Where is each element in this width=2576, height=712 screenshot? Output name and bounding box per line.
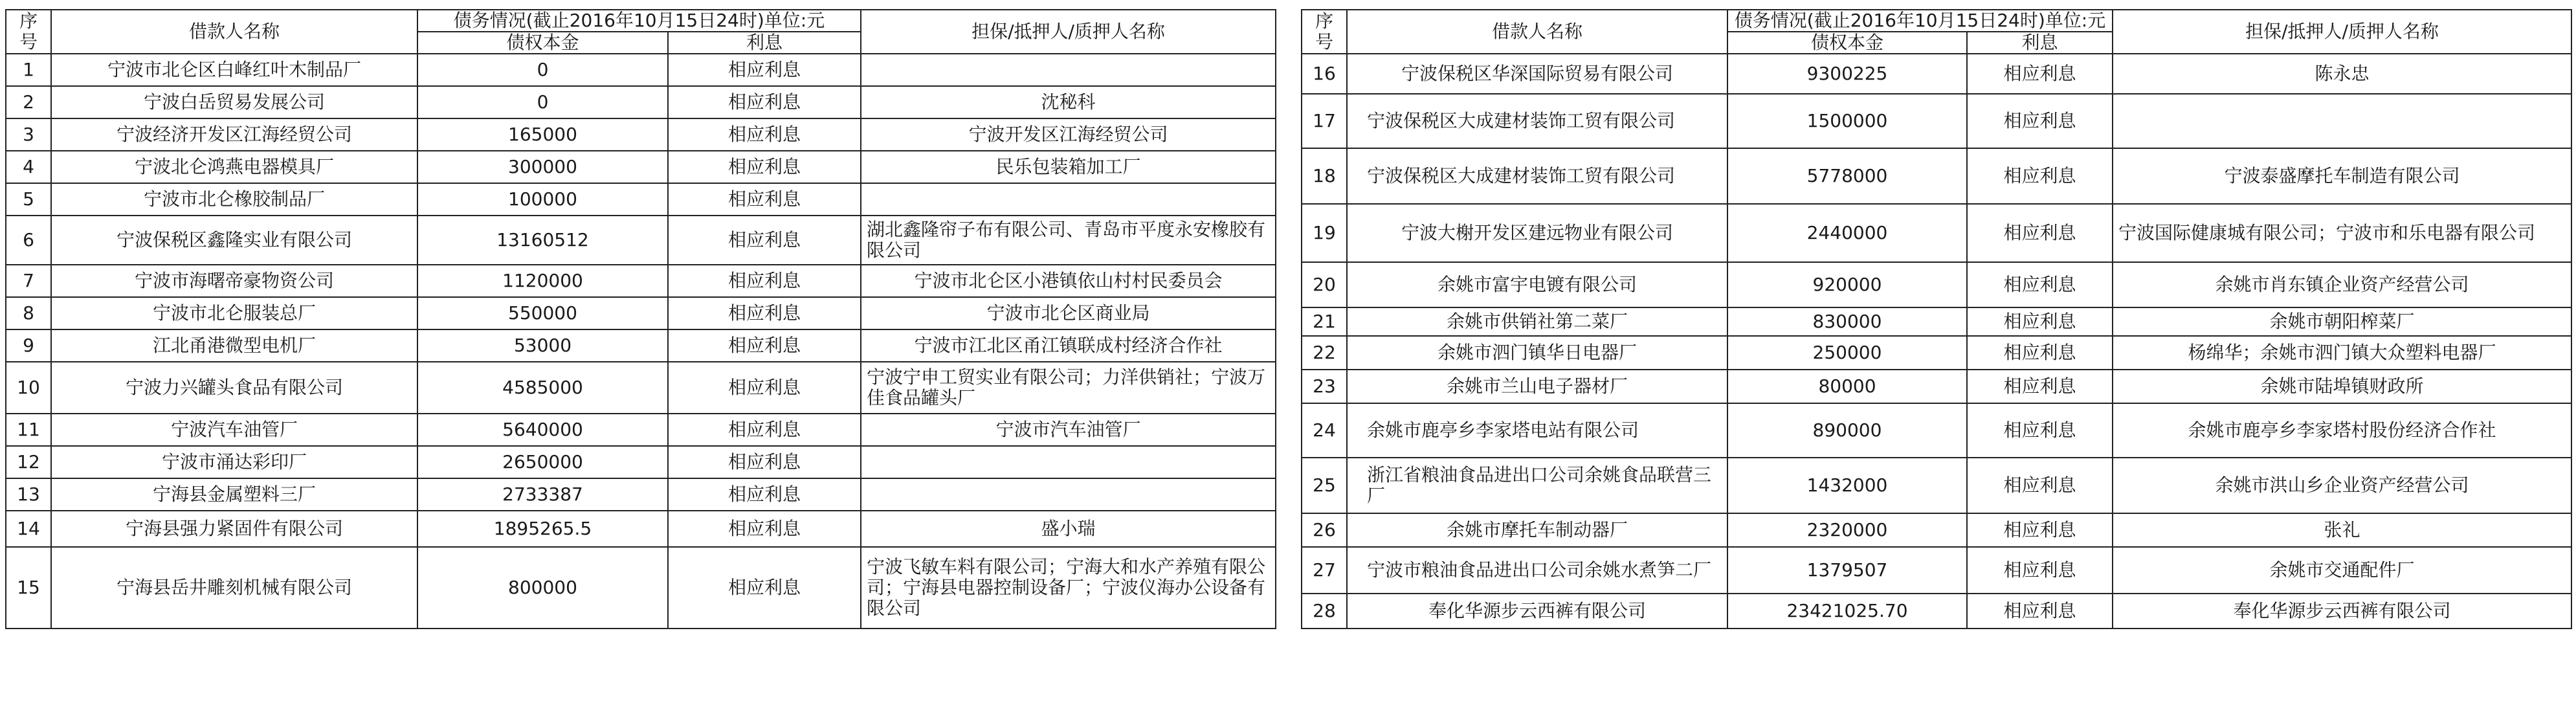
row-interest-cell: 相应利息 xyxy=(1967,148,2113,204)
row-guarantor-cell: 余姚市鹿亭乡李家塔村股份经济合作社 xyxy=(2113,403,2571,458)
row-borrower-cell: 宁海县岳井雕刻机械有限公司 xyxy=(51,547,417,629)
row-principal-cell: 100000 xyxy=(417,183,668,216)
row-principal-cell: 550000 xyxy=(417,297,668,329)
row-principal-cell: 300000 xyxy=(417,151,668,183)
row-interest-cell: 相应利息 xyxy=(668,265,861,297)
table-row xyxy=(6,265,1276,297)
header-seq: 序号 xyxy=(6,10,51,54)
row-guarantor-cell: 民乐包装箱加工厂 xyxy=(861,151,1276,183)
row-borrower-cell: 余姚市富宇电镀有限公司 xyxy=(1347,262,1727,307)
table-row xyxy=(1302,403,2571,458)
row-guarantor-cell xyxy=(861,446,1276,478)
row-borrower-cell: 宁波大榭开发区建远物业有限公司 xyxy=(1347,204,1727,262)
header-interest: 利息 xyxy=(668,32,861,54)
row-borrower-cell: 余姚市摩托车制动器厂 xyxy=(1347,513,1727,547)
row-principal-cell: 2440000 xyxy=(1727,204,1967,262)
row-interest-cell: 相应利息 xyxy=(668,511,861,547)
row-principal-cell: 2733387 xyxy=(417,478,668,511)
row-seq-cell: 19 xyxy=(1302,204,1347,262)
row-guarantor-cell: 余姚市肖东镇企业资产经营公司 xyxy=(2113,262,2571,307)
row-seq-cell: 23 xyxy=(1302,370,1347,403)
row-guarantor-cell: 余姚市朝阳榨菜厂 xyxy=(2113,307,2571,336)
row-guarantor-cell xyxy=(2113,94,2571,148)
table-row xyxy=(6,216,1276,265)
table-row xyxy=(1302,458,2571,513)
row-interest-cell: 相应利息 xyxy=(668,362,861,414)
row-guarantor-cell: 宁波国际健康城有限公司；宁波市和乐电器有限公司 xyxy=(2113,204,2571,262)
row-principal-cell: 1432000 xyxy=(1727,458,1967,513)
row-guarantor-cell: 宁波泰盛摩托车制造有限公司 xyxy=(2113,148,2571,204)
row-guarantor-cell xyxy=(861,54,1276,86)
row-seq-cell: 22 xyxy=(1302,336,1347,370)
row-guarantor-cell: 余姚市交通配件厂 xyxy=(2113,547,2571,594)
row-principal-cell: 4585000 xyxy=(417,362,668,414)
table-row xyxy=(1302,94,2571,148)
row-guarantor-cell xyxy=(861,183,1276,216)
row-guarantor-cell: 陈永忠 xyxy=(2113,54,2571,94)
row-borrower-cell: 宁波市粮油食品进出口公司余姚水煮笋二厂 xyxy=(1347,547,1727,594)
row-borrower-cell: 宁波保税区大成建材装饰工贸有限公司 xyxy=(1347,94,1727,148)
row-guarantor-cell: 湖北鑫隆帘子布有限公司、青岛市平度永安橡胶有限公司 xyxy=(861,216,1276,265)
row-interest-cell: 相应利息 xyxy=(668,118,861,151)
row-principal-cell: 5640000 xyxy=(417,414,668,446)
row-seq-cell: 18 xyxy=(1302,148,1347,204)
header-row xyxy=(1302,10,2571,32)
row-seq-cell: 27 xyxy=(1302,547,1347,594)
table-row xyxy=(6,446,1276,478)
row-interest-cell: 相应利息 xyxy=(668,183,861,216)
table-row xyxy=(6,414,1276,446)
row-guarantor-cell: 宁波市北仑区小港镇依山村村民委员会 xyxy=(861,265,1276,297)
row-guarantor-cell: 宁波开发区江海经贸公司 xyxy=(861,118,1276,151)
table-body-right xyxy=(1302,54,2571,629)
row-seq-cell: 1 xyxy=(6,54,51,86)
row-seq-cell: 6 xyxy=(6,216,51,265)
row-seq-cell: 3 xyxy=(6,118,51,151)
row-seq-cell: 20 xyxy=(1302,262,1347,307)
row-interest-cell: 相应利息 xyxy=(668,151,861,183)
row-interest-cell: 相应利息 xyxy=(1967,458,2113,513)
header-seq: 序号 xyxy=(1302,10,1347,54)
row-interest-cell: 相应利息 xyxy=(668,329,861,362)
table-body-left xyxy=(6,54,1276,629)
row-borrower-cell: 余姚市兰山电子器材厂 xyxy=(1347,370,1727,403)
table-row xyxy=(6,362,1276,414)
row-interest-cell: 相应利息 xyxy=(668,86,861,118)
header-guarantor: 担保/抵押人/质押人名称 xyxy=(2113,10,2571,54)
row-borrower-cell: 宁波白岳贸易发展公司 xyxy=(51,86,417,118)
row-borrower-cell: 宁波保税区鑫隆实业有限公司 xyxy=(51,216,417,265)
row-borrower-cell: 宁波市涌达彩印厂 xyxy=(51,446,417,478)
row-seq-cell: 10 xyxy=(6,362,51,414)
row-guarantor-cell: 宁波宁申工贸实业有限公司；力洋供销社；宁波万佳食品罐头厂 xyxy=(861,362,1276,414)
row-principal-cell: 0 xyxy=(417,86,668,118)
table-row xyxy=(1302,336,2571,370)
row-interest-cell: 相应利息 xyxy=(1967,336,2113,370)
row-interest-cell: 相应利息 xyxy=(668,478,861,511)
row-principal-cell: 1120000 xyxy=(417,265,668,297)
row-seq-cell: 24 xyxy=(1302,403,1347,458)
row-seq-cell: 2 xyxy=(6,86,51,118)
row-borrower-cell: 余姚市供销社第二菜厂 xyxy=(1347,307,1727,336)
row-seq-cell: 5 xyxy=(6,183,51,216)
row-seq-cell: 7 xyxy=(6,265,51,297)
row-principal-cell: 800000 xyxy=(417,547,668,629)
row-borrower-cell: 宁海县强力紧固件有限公司 xyxy=(51,511,417,547)
row-interest-cell: 相应利息 xyxy=(1967,547,2113,594)
row-interest-cell: 相应利息 xyxy=(1967,307,2113,336)
row-principal-cell: 53000 xyxy=(417,329,668,362)
table-row xyxy=(6,511,1276,547)
row-guarantor-cell: 张礼 xyxy=(2113,513,2571,547)
row-borrower-cell: 宁波市北仑橡胶制品厂 xyxy=(51,183,417,216)
row-seq-cell: 25 xyxy=(1302,458,1347,513)
row-guarantor-cell: 宁波市江北区甬江镇联成村经济合作社 xyxy=(861,329,1276,362)
row-guarantor-cell xyxy=(861,478,1276,511)
row-borrower-cell: 宁波市北仑区白峰红叶木制品厂 xyxy=(51,54,417,86)
row-interest-cell: 相应利息 xyxy=(1967,54,2113,94)
header-interest: 利息 xyxy=(1967,32,2113,54)
row-principal-cell: 1379507 xyxy=(1727,547,1967,594)
table-row xyxy=(6,478,1276,511)
table-row xyxy=(6,118,1276,151)
header-guarantor: 担保/抵押人/质押人名称 xyxy=(861,10,1276,54)
row-principal-cell: 1500000 xyxy=(1727,94,1967,148)
row-seq-cell: 21 xyxy=(1302,307,1347,336)
row-principal-cell: 9300225 xyxy=(1727,54,1967,94)
row-interest-cell: 相应利息 xyxy=(668,446,861,478)
row-guarantor-cell: 宁波市北仑区商业局 xyxy=(861,297,1276,329)
row-seq-cell: 16 xyxy=(1302,54,1347,94)
row-principal-cell: 0 xyxy=(417,54,668,86)
row-principal-cell: 2650000 xyxy=(417,446,668,478)
header-debt-group: 债务情况(截止2016年10月15日24时)单位:元 xyxy=(1727,10,2113,32)
row-interest-cell: 相应利息 xyxy=(1967,370,2113,403)
table-row xyxy=(6,297,1276,329)
row-interest-cell: 相应利息 xyxy=(1967,94,2113,148)
row-borrower-cell: 宁波保税区大成建材装饰工贸有限公司 xyxy=(1347,148,1727,204)
row-borrower-cell: 余姚市鹿亭乡李家塔电站有限公司 xyxy=(1347,403,1727,458)
header-borrower: 借款人名称 xyxy=(1347,10,1727,54)
row-borrower-cell: 宁波市海曙帝豪物资公司 xyxy=(51,265,417,297)
row-seq-cell: 15 xyxy=(6,547,51,629)
row-guarantor-cell: 余姚市洪山乡企业资产经营公司 xyxy=(2113,458,2571,513)
row-interest-cell: 相应利息 xyxy=(1967,204,2113,262)
table-row xyxy=(1302,307,2571,336)
row-interest-cell: 相应利息 xyxy=(668,216,861,265)
row-guarantor-cell: 宁波市汽车油管厂 xyxy=(861,414,1276,446)
row-borrower-cell: 奉化华源步云西裤有限公司 xyxy=(1347,594,1727,629)
header-principal: 债权本金 xyxy=(417,32,668,54)
row-principal-cell: 23421025.70 xyxy=(1727,594,1967,629)
row-interest-cell: 相应利息 xyxy=(668,414,861,446)
table-row xyxy=(6,329,1276,362)
row-seq-cell: 11 xyxy=(6,414,51,446)
row-guarantor-cell: 杨绵华；余姚市泗门镇大众塑料电器厂 xyxy=(2113,336,2571,370)
debt-table-right xyxy=(1301,9,2572,629)
row-interest-cell: 相应利息 xyxy=(1967,513,2113,547)
row-principal-cell: 830000 xyxy=(1727,307,1967,336)
row-borrower-cell: 浙江省粮油食品进出口公司余姚食品联营三厂 xyxy=(1347,458,1727,513)
header-principal: 债权本金 xyxy=(1727,32,1967,54)
row-seq-cell: 4 xyxy=(6,151,51,183)
table-row xyxy=(1302,262,2571,307)
debt-table-left xyxy=(5,9,1276,629)
row-seq-cell: 13 xyxy=(6,478,51,511)
row-seq-cell: 28 xyxy=(1302,594,1347,629)
row-borrower-cell: 宁波经济开发区江海经贸公司 xyxy=(51,118,417,151)
table-row xyxy=(6,547,1276,629)
row-seq-cell: 8 xyxy=(6,297,51,329)
row-borrower-cell: 宁波保税区华深国际贸易有限公司 xyxy=(1347,54,1727,94)
row-principal-cell: 13160512 xyxy=(417,216,668,265)
row-interest-cell: 相应利息 xyxy=(668,54,861,86)
row-seq-cell: 26 xyxy=(1302,513,1347,547)
row-principal-cell: 2320000 xyxy=(1727,513,1967,547)
row-guarantor-cell: 余姚市陆埠镇财政所 xyxy=(2113,370,2571,403)
row-borrower-cell: 宁波汽车油管厂 xyxy=(51,414,417,446)
table-row xyxy=(6,86,1276,118)
header-row xyxy=(6,10,1276,32)
row-principal-cell: 165000 xyxy=(417,118,668,151)
row-principal-cell: 80000 xyxy=(1727,370,1967,403)
header-debt-group: 债务情况(截止2016年10月15日24时)单位:元 xyxy=(417,10,861,32)
row-interest-cell: 相应利息 xyxy=(1967,594,2113,629)
row-borrower-cell: 宁波北仑鸿燕电器模具厂 xyxy=(51,151,417,183)
row-seq-cell: 9 xyxy=(6,329,51,362)
table-row xyxy=(6,183,1276,216)
row-interest-cell: 相应利息 xyxy=(1967,403,2113,458)
row-guarantor-cell: 宁波飞敏车料有限公司；宁海大和水产养殖有限公司；宁海县电器控制设备厂；宁波仪海办公设备有限公司 xyxy=(861,547,1276,629)
header-borrower: 借款人名称 xyxy=(51,10,417,54)
table-row xyxy=(1302,513,2571,547)
row-seq-cell: 12 xyxy=(6,446,51,478)
table-row xyxy=(1302,547,2571,594)
row-guarantor-cell: 盛小瑞 xyxy=(861,511,1276,547)
table-row xyxy=(1302,370,2571,403)
row-borrower-cell: 宁海县金属塑料三厂 xyxy=(51,478,417,511)
table-row xyxy=(1302,148,2571,204)
table-row xyxy=(1302,204,2571,262)
row-principal-cell: 250000 xyxy=(1727,336,1967,370)
table-row xyxy=(1302,594,2571,629)
row-seq-cell: 14 xyxy=(6,511,51,547)
table-row xyxy=(6,54,1276,86)
row-borrower-cell: 宁波市北仑服装总厂 xyxy=(51,297,417,329)
row-seq-cell: 17 xyxy=(1302,94,1347,148)
row-principal-cell: 890000 xyxy=(1727,403,1967,458)
row-principal-cell: 920000 xyxy=(1727,262,1967,307)
table-row xyxy=(1302,54,2571,94)
row-interest-cell: 相应利息 xyxy=(1967,262,2113,307)
table-row xyxy=(6,151,1276,183)
row-interest-cell: 相应利息 xyxy=(668,297,861,329)
row-guarantor-cell: 奉化华源步云西裤有限公司 xyxy=(2113,594,2571,629)
row-borrower-cell: 宁波力兴罐头食品有限公司 xyxy=(51,362,417,414)
row-principal-cell: 1895265.5 xyxy=(417,511,668,547)
row-borrower-cell: 余姚市泗门镇华日电器厂 xyxy=(1347,336,1727,370)
row-guarantor-cell: 沈秘科 xyxy=(861,86,1276,118)
row-interest-cell: 相应利息 xyxy=(668,547,861,629)
row-principal-cell: 5778000 xyxy=(1727,148,1967,204)
row-borrower-cell: 江北甬港微型电机厂 xyxy=(51,329,417,362)
